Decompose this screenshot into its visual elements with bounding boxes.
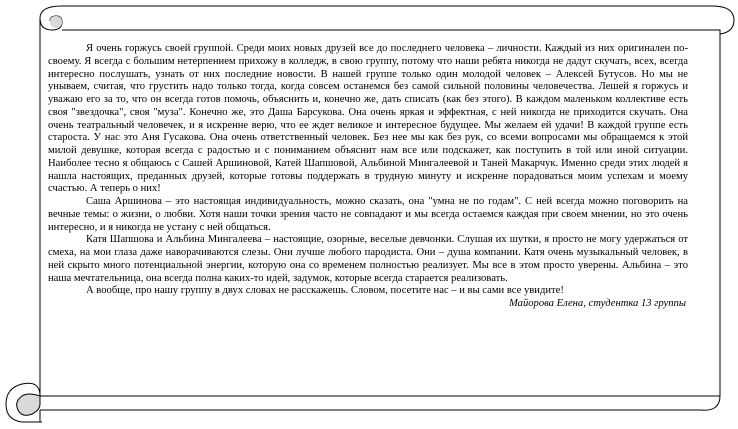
paragraph-2: Саша Аршинова – это настоящая индивидуальность, можно сказать, она "умна не по годам". С ней всегда можно поговорить на вечные темы: о жизни, о любви. Хотя наши точки зрения часто не совпадают и мы всегда остаемся каждая при своем мнении, но это очень интересно, и я никогда не устану с ней общаться. <box>48 196 688 233</box>
scroll-top-curl-shade <box>50 16 62 28</box>
paragraph-4: А вообще, про нашу группу в двух словах не расскажешь. Словом, посетите нас – и вы сами все увидите! <box>86 285 564 297</box>
author-signature: Майорова Елена, студентка 13 группы <box>508 298 686 309</box>
paragraph-3: Катя Шапшова и Альбина Мингалеева – настоящие, озорные, веселые девчонки. Слушая их шутки, я просто не могу удержаться от смеха, на мои глаза даже наворачиваются слезы. Они лучше любого пародиста. Они – душа компании. Катя очень музыкальный человек, в ней скрыто много потенциальной энергии, которую она со временем полностью реализует. Мы все в этом просто уверены. Альбина – это наша мечтательница, она всегда полна каких-то идей, задумок, которые всегда старается реализовать. <box>48 234 688 284</box>
article-text <box>48 43 688 311</box>
paragraph-1: Я очень горжусь своей группой. Среди моих новых друзей все до последнего человека – личности. Каждый из них оригинален по-своему. Я всегда с большим нетерпением прихожу в колледж, в свою группу, потому что наши ребята никогда не дадут скучать, всех, всегда интересно послушать, узнать от них последние новости. В нашей группе только один молодой человек – Алексей Бутусов. Но мы не унываем, считая, что грустить надо только тогда, когда совсем останемся без самой сильной половины человечества. Лешей я горжусь и уважаю его за то, что он всегда готов помочь, объяснить и, конечно же, дать списать (как без этого). В каждом маленьком коллективе есть своя "звездочка", своя "муза". Конечно же, это Даша Барсукова. Она очень яркая и эффектная, с ней никогда не приходится скучать. Она очень театральный человечек, и я искренне верю, что ее ждет великое и интересное будущее. Мы желаем ей удачи! В каждой группе есть староста. У нас это Аня Гусакова. Она очень ответственный человек. Без нее мы как без рук, со всеми вопросами мы обращаемся к этой милой девушке, которая всегда с радостью и с пониманием объяснит нам все или подскажет, как поступить в той или иной ситуации. Наиболее тесно я общаюсь с Сашей Аршиновой, Катей Шапшовой, Альбиной Мингалеевой и Таней Макарчук. Именно среди этих людей я нашла настоящих, преданных друзей, которые готовы поддержать в трудную минуту и искренне порадоваться моим успехам и моему счастью. А теперь о них! <box>48 43 688 195</box>
